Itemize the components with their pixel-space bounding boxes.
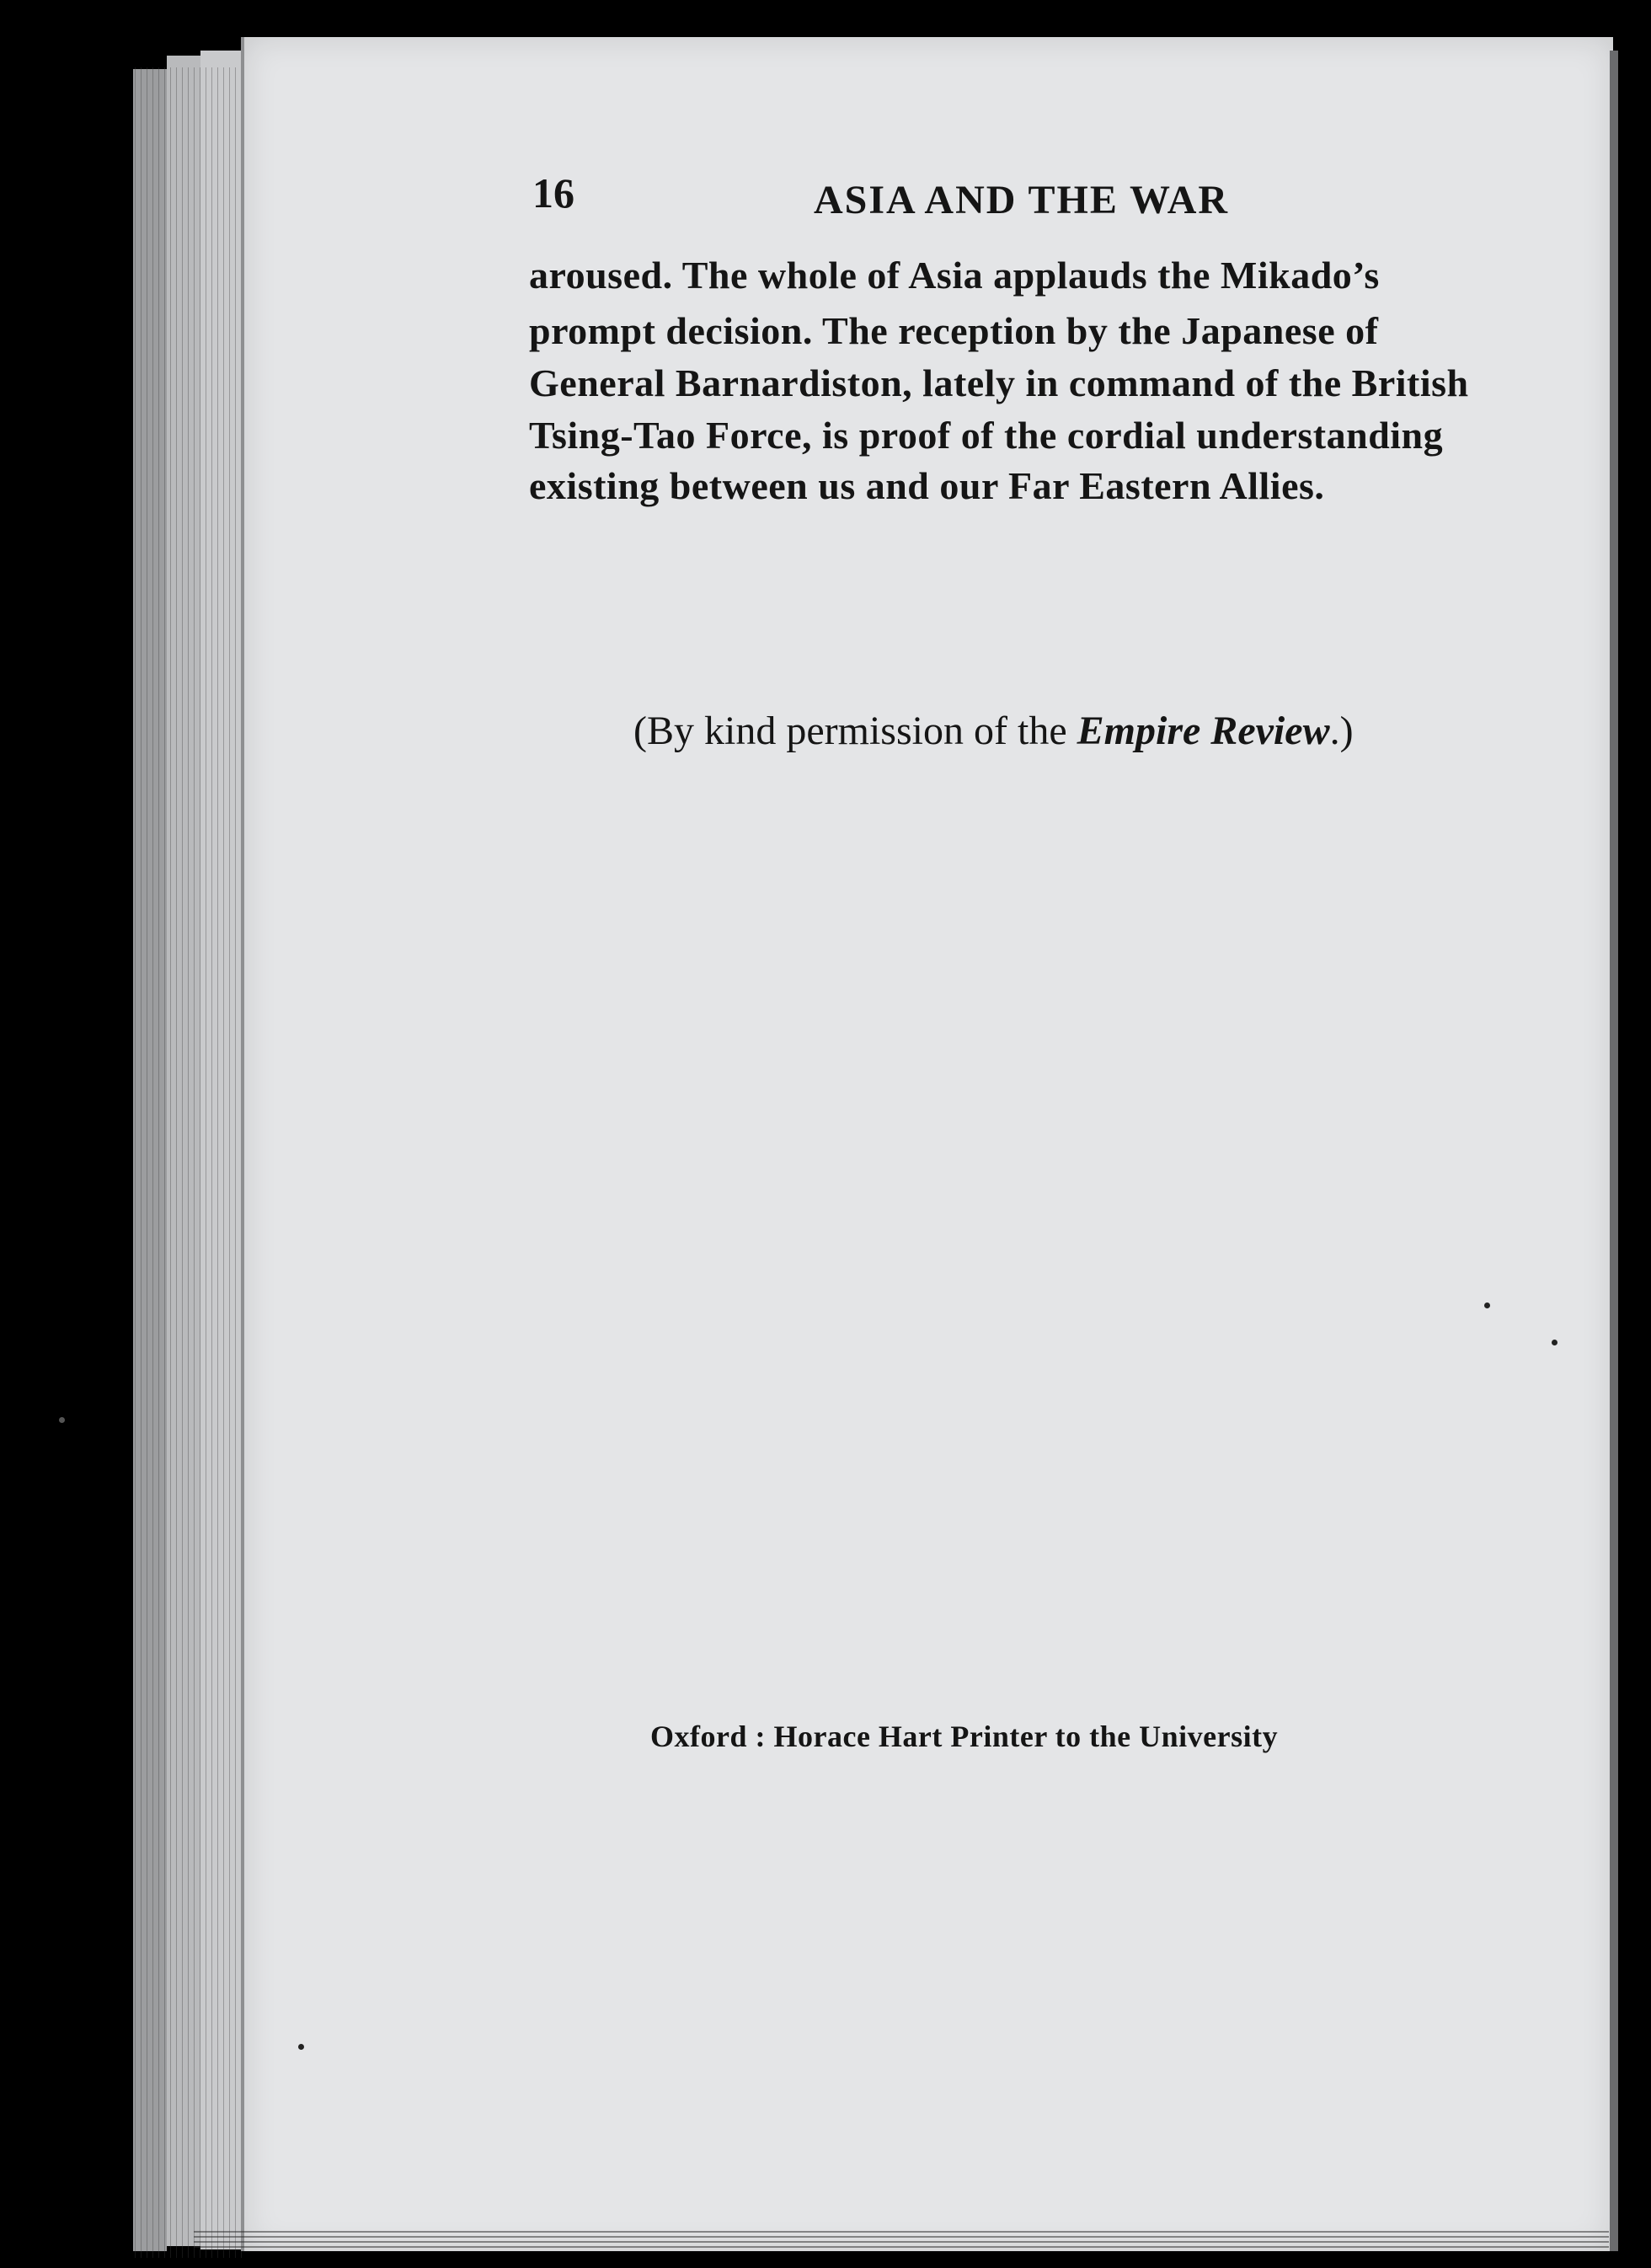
permission-note: [633, 708, 1354, 754]
permission-prefix: (By kind permission of the: [633, 709, 1077, 753]
body-line: General Barnardiston, lately in command of the British: [529, 361, 1469, 404]
speck-mark: [1552, 1340, 1557, 1345]
page-right-edge: [1610, 51, 1618, 2251]
body-line: Tsing-Tao Force, is proof of the cordial understanding: [529, 414, 1444, 457]
permission-suffix: .): [1329, 709, 1354, 753]
body-line: existing between us and our Far Eastern Allies.: [529, 464, 1325, 507]
page-number: 16: [532, 169, 574, 217]
speck-mark: [1484, 1302, 1490, 1308]
body-line: aroused. The whole of Asia applauds the Mikado’s: [529, 254, 1380, 297]
page-edge-lines: [135, 67, 244, 2258]
page-bottom-edge: [194, 2231, 1609, 2248]
running-title: ASIA AND THE WAR: [814, 178, 1230, 222]
body-line: prompt decision. The reception by the Japanese of: [529, 309, 1379, 352]
speck-mark: [298, 2044, 304, 2050]
speck-mark: [59, 1417, 65, 1423]
permission-source: Empire Review: [1077, 709, 1330, 753]
printer-imprint: Oxford : Horace Hart Printer to the University: [650, 1720, 1279, 1753]
